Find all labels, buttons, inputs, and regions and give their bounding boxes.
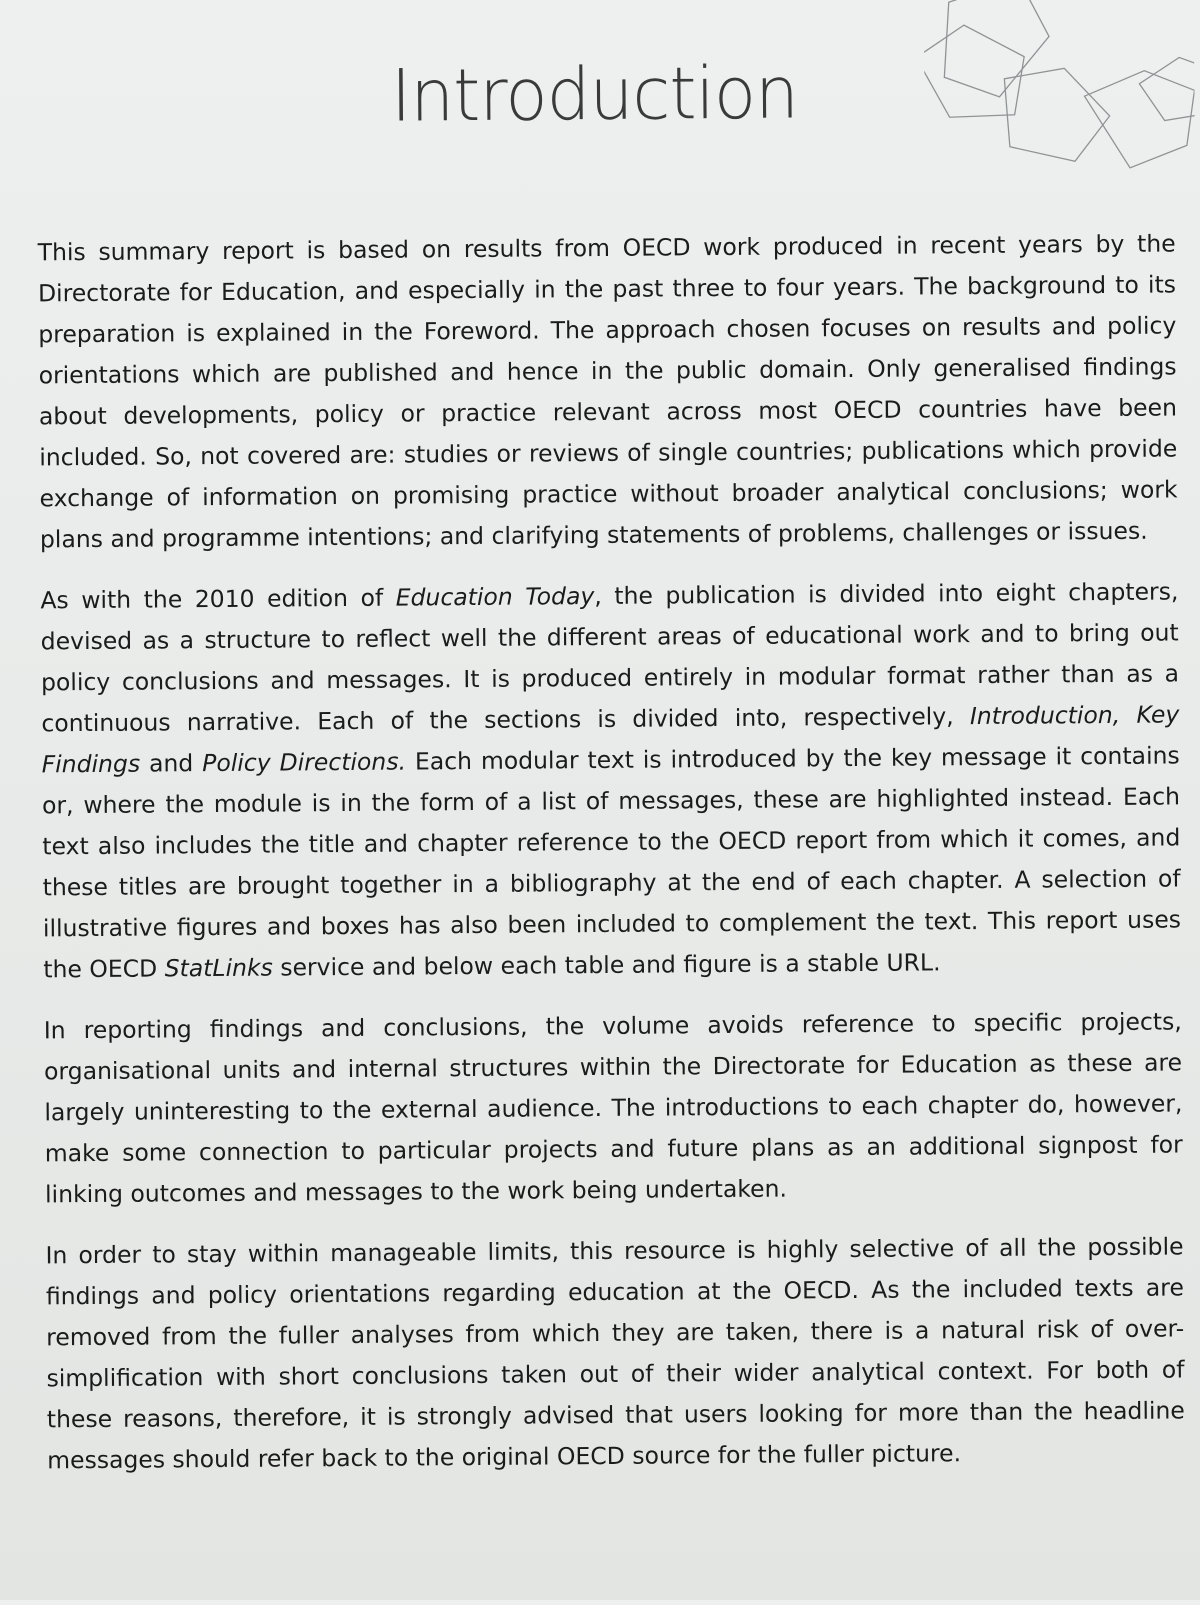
paragraph-text: As with the 2010 edition of: [40, 583, 396, 615]
body-text: [38, 223, 1186, 1501]
paragraph-text: In reporting findings and conclusions, the volume avoids reference to specific projects, organisational units and internal structures within the Directorate for Education as these are largely uninteresting to the external audience. The introductions to each chapter do, however, make some connection to particular projects and future plans as an additional signpost for linking outcomes and messages to the work being undertaken.: [43, 1007, 1183, 1209]
page-title: Introduction: [390, 50, 799, 138]
paragraph-2: [40, 571, 1181, 990]
section-name: Policy Directions.: [202, 747, 407, 778]
paragraph-text: service and below each table and figure is a stable URL.: [272, 948, 941, 982]
paragraph-1: [38, 223, 1179, 560]
publication-title: Education Today: [395, 582, 595, 612]
paragraph-text: Each modular text is introduced by the key message it contains or, where the module is in the form of a list of messages, these are highlighted instead. Each text also includes the title and chapter reference to the OECD report from which it comes, and these titles are brought together in a bibliography at the end of each chapter. A selection of illustrative figures and boxes has also been included to complement the text. This report uses the OECD: [41, 741, 1182, 984]
paragraph-text: and: [140, 749, 203, 778]
paragraph-text: This summary report is based on results from OECD work produced in recent years by the Directorate for Education, and especially in the past three to four years. The background to its preparation is explained in the Foreword. The approach chosen focuses on results and policy orientations which are published and hence in the public domain. Only generalised findings about developments, policy or practice relevant across most OECD countries have been included. So, not covered are: studies or reviews of single countries; publications which provide exchange of information on promising practice without broader analytical conclusions; work plans and programme intentions; and clarifying statements of problems, challenges or issues.: [37, 229, 1178, 554]
paragraph-3: [44, 1001, 1184, 1215]
paragraph-4: [45, 1226, 1185, 1481]
paragraph-text: , the publication is divided into eight chapters, devised as a structure to reflect well the different areas of educational work and to bring out policy conclusions and messages. It is produced entirely in modular format rather than as a continuous narrative. Each of the sections is divided into, respectively,: [40, 577, 1180, 738]
paragraph-text: In order to stay within manageable limits, this resource is highly selective of all the possible findings and policy orientations regarding education at the OECD. As the included texts are removed from the fuller analyses from which they are taken, there is a natural risk of over-simplification with short conclusions taken out of their wider analytical context. For both of these reasons, therefore, it is strongly advised that users looking for more than the headline messages should refer back to the original OECD source for the fuller picture.: [45, 1232, 1185, 1475]
service-name: StatLinks: [164, 953, 273, 983]
section-names: Introduction, Key Findings: [41, 700, 1180, 779]
